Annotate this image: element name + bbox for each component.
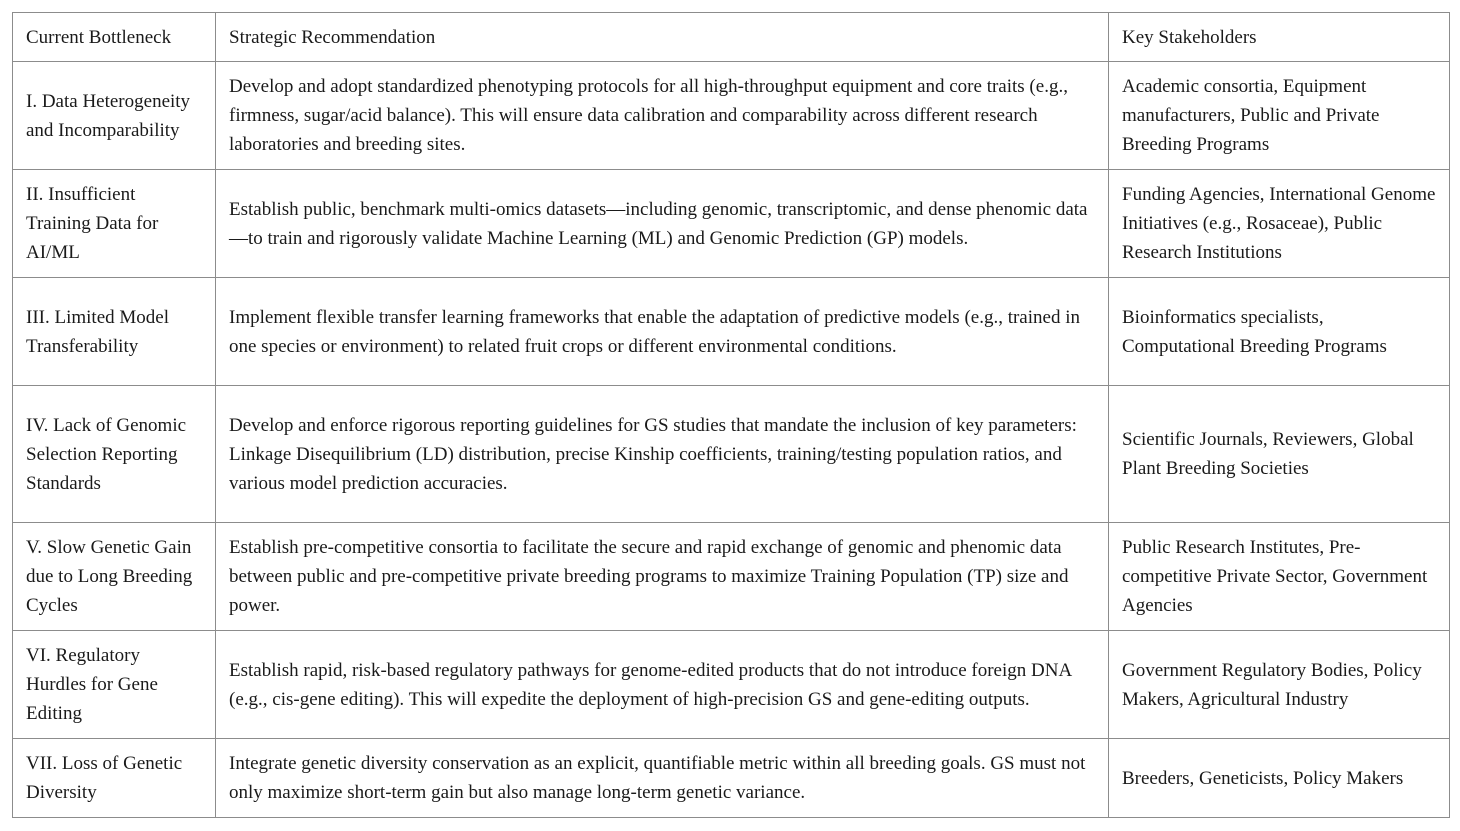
table-row <box>13 631 1450 739</box>
cell-stakeholders: Academic consortia, Equipment manufacturers, Public and Private Breeding Programs <box>1109 62 1450 170</box>
cell-recommendation: Develop and enforce rigorous reporting guidelines for GS studies that mandate the inclusion of key parameters: Linkage Disequilibrium (LD) distribution, precise Kinship coefficients, training/testing population ratios, and various model prediction accuracies. <box>216 386 1109 523</box>
table-row <box>13 170 1450 278</box>
cell-recommendation: Establish rapid, risk-based regulatory pathways for genome-edited products that do not introduce foreign DNA (e.g., cis-gene editing). This will expedite the deployment of high-precision GS and gene-editing outputs. <box>216 631 1109 739</box>
cell-recommendation: Implement flexible transfer learning frameworks that enable the adaptation of predictive models (e.g., trained in one species or environment) to related fruit crops or different environmental conditions. <box>216 278 1109 386</box>
cell-recommendation: Develop and adopt standardized phenotyping protocols for all high-throughput equipment and core traits (e.g., firmness, sugar/acid balance). This will ensure data calibration and comparability across different research laboratories and breeding sites. <box>216 62 1109 170</box>
header-bottleneck: Current Bottleneck <box>13 13 216 62</box>
header-recommendation: Strategic Recommendation <box>216 13 1109 62</box>
cell-bottleneck: VII. Loss of Genetic Diversity <box>13 739 216 818</box>
table-row <box>13 278 1450 386</box>
cell-stakeholders: Government Regulatory Bodies, Policy Makers, Agricultural Industry <box>1109 631 1450 739</box>
cell-stakeholders: Public Research Institutes, Pre-competitive Private Sector, Government Agencies <box>1109 523 1450 631</box>
table-row <box>13 386 1450 523</box>
cell-stakeholders: Breeders, Geneticists, Policy Makers <box>1109 739 1450 818</box>
cell-stakeholders: Funding Agencies, International Genome Initiatives (e.g., Rosaceae), Public Research Institutions <box>1109 170 1450 278</box>
cell-recommendation: Establish public, benchmark multi-omics datasets—including genomic, transcriptomic, and dense phenomic data—to train and rigorously validate Machine Learning (ML) and Genomic Prediction (GP) models. <box>216 170 1109 278</box>
cell-bottleneck: II. Insufficient Training Data for AI/ML <box>13 170 216 278</box>
cell-stakeholders: Bioinformatics specialists, Computational Breeding Programs <box>1109 278 1450 386</box>
cell-recommendation: Integrate genetic diversity conservation as an explicit, quantifiable metric within all breeding goals. GS must not only maximize short-term gain but also manage long-term genetic variance. <box>216 739 1109 818</box>
table-row <box>13 62 1450 170</box>
table-row <box>13 739 1450 818</box>
cell-bottleneck: III. Limited Model Transferability <box>13 278 216 386</box>
cell-bottleneck: IV. Lack of Genomic Selection Reporting Standards <box>13 386 216 523</box>
cell-bottleneck: VI. Regulatory Hurdles for Gene Editing <box>13 631 216 739</box>
cell-bottleneck: I. Data Heterogeneity and Incomparability <box>13 62 216 170</box>
cell-recommendation: Establish pre-competitive consortia to facilitate the secure and rapid exchange of genomic and phenomic data between public and pre-competitive private breeding programs to maximize Training Population (TP) size and power. <box>216 523 1109 631</box>
cell-bottleneck: V. Slow Genetic Gain due to Long Breeding Cycles <box>13 523 216 631</box>
recommendations-table <box>12 12 1450 818</box>
table-row <box>13 523 1450 631</box>
header-row <box>13 13 1450 62</box>
header-stakeholders: Key Stakeholders <box>1109 13 1450 62</box>
cell-stakeholders: Scientific Journals, Reviewers, Global Plant Breeding Societies <box>1109 386 1450 523</box>
